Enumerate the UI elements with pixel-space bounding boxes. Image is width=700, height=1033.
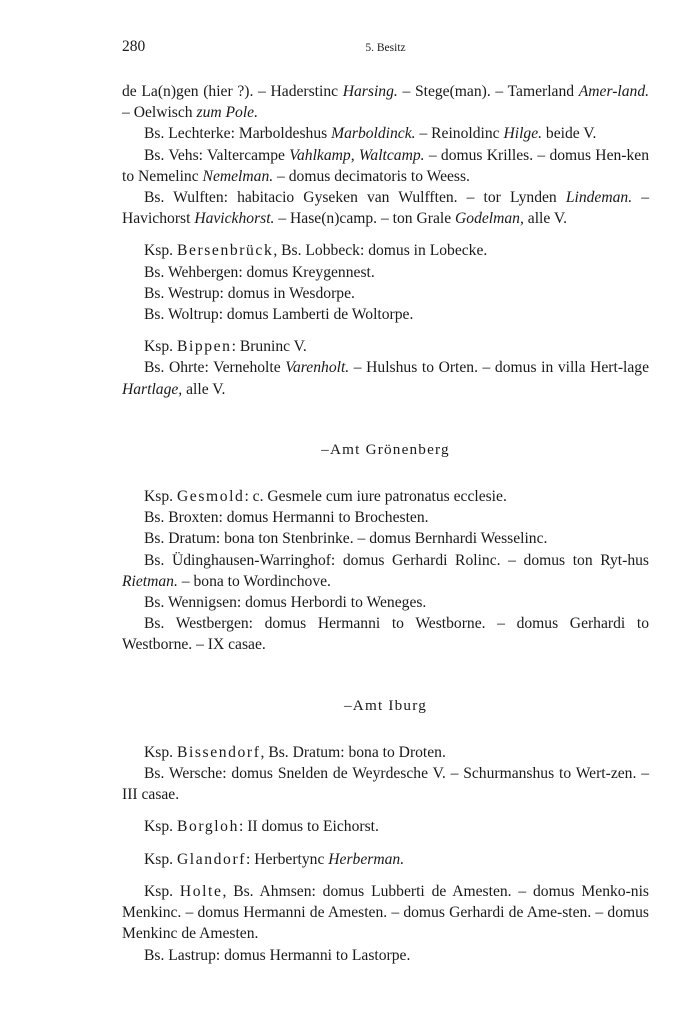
spacer <box>122 716 649 742</box>
paragraph: Bs. Westrup: domus in Wesdorpe. <box>144 284 355 302</box>
spacer <box>122 870 649 881</box>
paragraph: Bs. Wulften: habitacio Gyseken van Wulfften. – tor Lynden Lindeman. – Havichorst Havickhorst. – Hase(n)camp. – ton Grale Godelman, alle V. <box>122 189 649 228</box>
section-heading: –Amt Grönenberg <box>321 440 450 458</box>
spacer <box>122 656 649 695</box>
paragraph: Bs. Woltrup: domus Lamberti de Woltorpe. <box>144 306 414 324</box>
paragraph: Ksp. Bippen: Bruninc V. <box>144 338 307 356</box>
parish-name: Glandorf <box>176 850 247 868</box>
parish-name: Gesmold <box>176 488 245 506</box>
paragraph: Bs. Vehs: Valtercampe Vahlkamp, Waltcamp. – domus Krilles. – domus Hen-ken to Nemelinc Nemelman. – domus decimatoris to Weess. <box>122 146 649 185</box>
page-body <box>122 81 649 966</box>
page-header <box>122 36 649 60</box>
paragraph: Bs. Westbergen: domus Hermanni to Westborne. – domus Gerhardi to Westborne. – IX casae. <box>122 615 649 654</box>
paragraph: Bs. Wehbergen: domus Kreygennest. <box>144 263 375 281</box>
spacer <box>122 325 649 336</box>
spacer <box>122 460 649 486</box>
spacer <box>122 838 649 849</box>
paragraph: Ksp. Glandorf: Herbertync Herberman. <box>144 850 405 868</box>
paragraph: Bs. Üdinghausen-Warringhof: domus Gerhardi Rolinc. – domus ton Ryt-hus Rietman. – bona to Wordinchove. <box>122 551 649 590</box>
paragraph: Ksp. Bissendorf, Bs. Dratum: bona to Droten. <box>144 743 446 761</box>
paragraph: Bs. Lastrup: domus Hermanni to Lastorpe. <box>144 946 411 964</box>
paragraph: Ksp. Bersenbrück, Bs. Lobbeck: domus in Lobecke. <box>144 242 488 260</box>
paragraph: Bs. Broxten: domus Hermanni to Brochesten. <box>144 509 429 527</box>
running-head: 5. Besitz <box>365 42 406 54</box>
paragraph: Bs. Ohrte: Verneholte Varenholt. – Hulshus to Orten. – domus in villa Hert-lage Hartlage, alle V. <box>122 359 649 398</box>
paragraph: Bs. Wennigsen: domus Herbordi to Weneges. <box>144 594 427 612</box>
paragraph: Bs. Dratum: bona ton Stenbrinke. – domus Bernhardi Wesselinc. <box>144 530 548 548</box>
paragraph: Ksp. Borgloh: II domus to Eichorst. <box>144 818 379 836</box>
parish-name: Bippen <box>176 338 232 356</box>
paragraph: Bs. Wersche: domus Snelden de Weyrdesche V. – Schurmanshus to Wert-zen. – III casae. <box>122 765 649 804</box>
page-number: 280 <box>122 38 146 55</box>
paragraph: Bs. Lechterke: Marboldeshus Marboldinck. – Reinoldinc Hilge. beide V. <box>144 125 597 143</box>
spacer <box>122 805 649 816</box>
parish-name: Bissendorf <box>176 743 261 761</box>
parish-name: Holte <box>179 882 223 900</box>
paragraph: Ksp. Gesmold: c. Gesmele cum iure patronatus ecclesie. <box>144 488 507 506</box>
spacer <box>122 400 649 439</box>
spacer <box>122 229 649 240</box>
section-heading: –Amt Iburg <box>343 696 427 714</box>
paragraph: de La(n)gen (hier ?). – Haderstinc Harsing. – Stege(man). – Tamerland Amer-land. – Oelwisch zum Pole. <box>122 83 650 122</box>
paragraph: Ksp. Holte, Bs. Ahmsen: domus Lubberti de Amesten. – domus Menko-nis Menkinc. – domus Hermanni de Amesten. – domus Gerhardi de Ame-sten. – domus Menkinc de Amesten. <box>122 882 649 943</box>
parish-name: Borgloh <box>176 818 239 836</box>
parish-name: Bersenbrück <box>176 242 274 260</box>
